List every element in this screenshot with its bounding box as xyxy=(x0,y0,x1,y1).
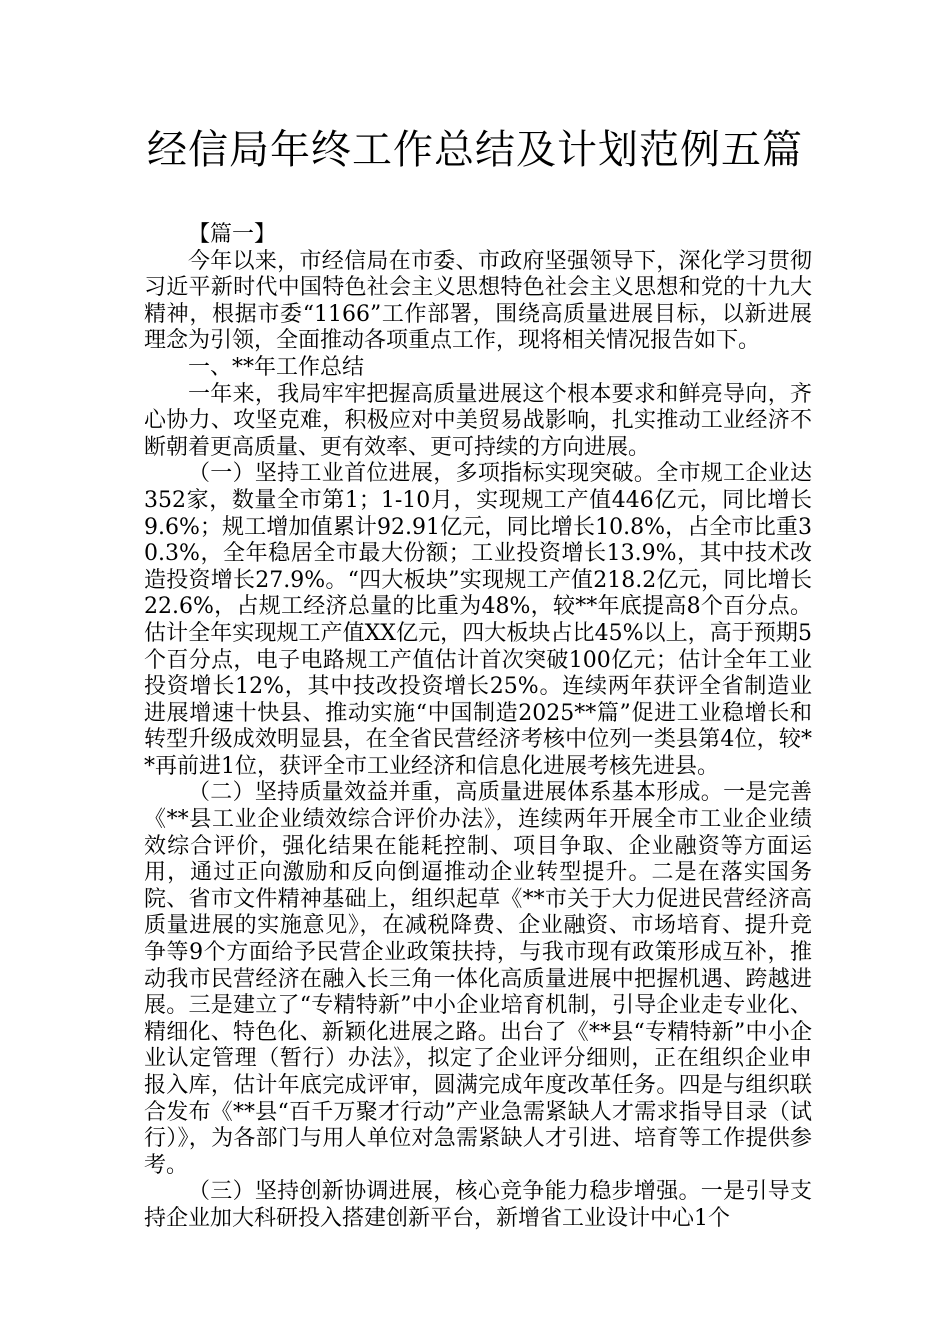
document-body xyxy=(144,222,812,1233)
section-heading: 一、**年工作总结 xyxy=(188,354,365,380)
paragraph-item-3: （三）坚持创新协调进展，核心竞争能力稳步增强。一是引导支持企业加大科研投入搭建创新平台，新增省工业设计中心1个 xyxy=(144,1179,812,1231)
document-title: 经信局年终工作总结及计划范例五篇 xyxy=(147,127,803,173)
piece-label: 【篇一】 xyxy=(188,222,277,247)
paragraph-item-2: （二）坚持质量效益并重，高质量进展体系基本形成。一是完善《**县工业企业绩效综合评价办法》，连续两年开展全市工业企业绩效综合评价，强化结果在能耗控制、项目争取、企业融资等方面运用，通过正向激励和反向倒逼推动企业转型提升。二是在落实国务院、省市文件精神基础上，组织起草《**市关于大力促进民营经济高质量进展的实施意见》，在减税降费、企业融资、市场培育、提升竞争等9个方面给予民营企业政策扶持，与我市现有政策形成互补，推动我市民营经济在融入长三角一体化高质量进展中把握机遇、跨越进展。三是建立了“专精特新”中小企业培育机制，引导企业走专业化、精细化、特色化、新颖化进展之路。出台了《**县“专精特新”中小企业认定管理（暂行）办法》，拟定了企业评分细则，正在组织企业申报入库，估计年底完成评审，圆满完成年度改革任务。四是与组织联合发布《**县“百千万聚才行动”产业急需紧缺人才需求指导目录（试行）》，为各部门与用人单位对急需紧缺人才引进、培育等工作提供参考。 xyxy=(144,780,812,1178)
paragraph-overview: 一年来，我局牢牢把握高质量进展这个根本要求和鲜亮导向，齐心协力、攻坚克难，积极应对中美贸易战影响，扎实推动工业经济不断朝着更高质量、更有效率、更可持续的方向进展。 xyxy=(144,381,812,460)
paragraph-item-1: （一）坚持工业首位进展，多项指标实现突破。全市规工企业达352家，数量全市第1；1-10月，实现规工产值446亿元，同比增长9.6%；规工增加值累计92.91亿元，同比增长10.8%，占全市比重30.3%，全年稳居全市最大份额；工业投资增长13.9%，其中技术改造投资增长27.9%。“四大板块”实现规工产值218.2亿元，同比增长22.6%，占规工经济总量的比重为48%，较**年底提高8个百分点。估计全年实现规工产值XX亿元，四大板块占比45%以上，高于预期5个百分点，电子电路规工产值估计首次突破100亿元；估计全年工业投资增长12%，其中技改投资增长25%。连续两年获评全省制造业进展增速十快县、推动实施“中国制造2025**篇”促进工业稳增长和转型升级成效明显县，在全省民营经济考核中位列一类县第4位，较**再前进1位，获评全市工业经济和信息化进展考核先进县。 xyxy=(144,461,812,779)
paragraph-intro: 今年以来，市经信局在市委、市政府坚强领导下，深化学习贯彻习近平新时代中国特色社会主义思想特色社会主义思想和党的十九大精神，根据市委“1166”工作部署，围绕高质量进展目标，以新进展理念为引领，全面推动各项重点工作，现将相关情况报告如下。 xyxy=(144,248,812,354)
